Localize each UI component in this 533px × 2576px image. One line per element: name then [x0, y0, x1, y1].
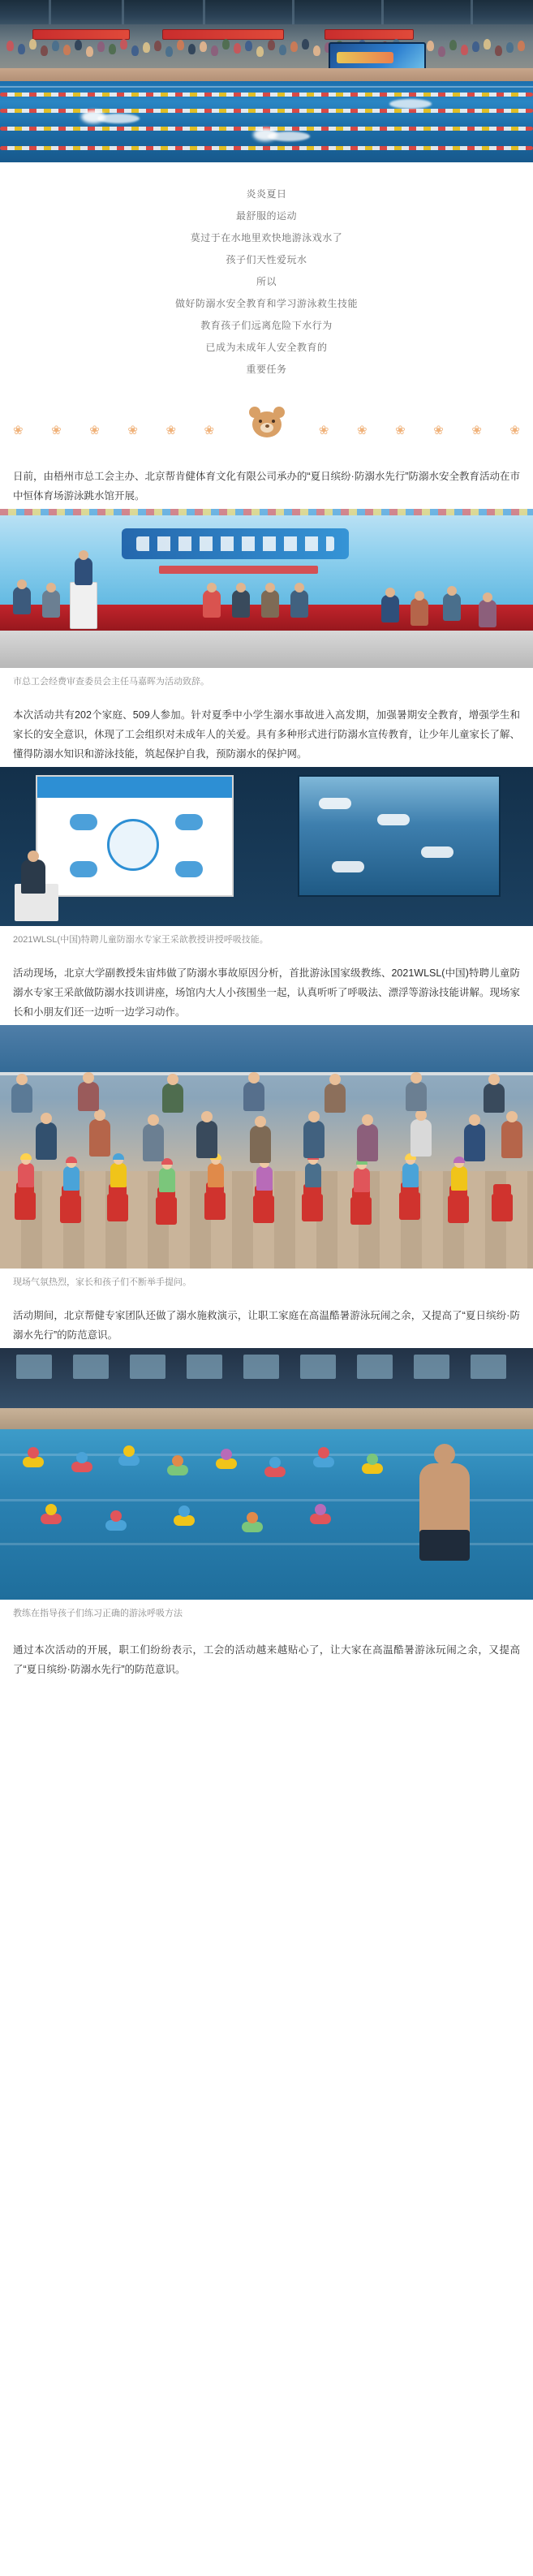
- seated-person: [232, 590, 250, 618]
- paw-icon: ❀: [356, 424, 368, 437]
- adult: [303, 1121, 325, 1158]
- adult: [484, 1083, 505, 1113]
- paw-icon: ❀: [395, 424, 406, 437]
- seated-person: [410, 598, 428, 626]
- paragraph-2: 本次活动共有202个家庭、509人参加。针对夏季中小学生溺水事故进入高发期，加强暑期安全教育，增强学生和家长的安全意识，休现了工会组织对未成年人的关爱。具有多种形式进行防溺水宣传教育，让少年儿童家长了解、懂得防溺水知识和游泳技能，筑起保护自我，预防溺水的保护网。: [13, 709, 521, 760]
- adult: [250, 1126, 271, 1163]
- child: [402, 1163, 419, 1187]
- poem-line: 已成为未成年人安全教育的: [205, 342, 328, 353]
- lecturer: [21, 859, 45, 894]
- paragraph-5: 通过本次活动的开展，职工们纷纷表示，工会的活动越来越贴心了，让大家在高温酷暑游泳玩闹之余，又提高了“夏日缤纷·防溺水先行”的防范意识。: [13, 1644, 520, 1675]
- hero-pool-competition-photo: [0, 0, 533, 162]
- photo-caption-1: 市总工会经费审查委员会主任马嘉晖为活动致辞。: [13, 677, 209, 687]
- poem-line: 做好防溺水安全教育和学习游泳救生技能: [174, 298, 358, 309]
- poem-line: 最舒服的运动: [235, 210, 297, 222]
- scoreboard-screen: [329, 42, 426, 71]
- child: [305, 1163, 321, 1187]
- paw-icon: ❀: [127, 424, 138, 437]
- paw-icon: ❀: [509, 424, 520, 437]
- seated-person: [290, 590, 308, 618]
- paw-icon: ❀: [13, 424, 24, 437]
- slide-video-panel: [298, 775, 501, 897]
- adult: [357, 1124, 378, 1161]
- conference-stage-photo: [0, 509, 533, 668]
- adult: [196, 1121, 217, 1158]
- presentation-slide: [36, 775, 234, 897]
- slide-diagram-center: [107, 819, 159, 871]
- lecture-slide-photo: [0, 767, 533, 926]
- backdrop-subtitle-art: [159, 566, 318, 574]
- seated-person: [203, 590, 221, 618]
- child: [208, 1163, 224, 1187]
- paragraph-4: 活动期间，北京帮健专家团队还做了溺水施救演示，让职工家庭在高温酷暑游泳玩闹之余，又提高了“夏日缤纷·防溺水先行”的防范意识。: [13, 1310, 520, 1341]
- paw-icon: ❀: [318, 424, 329, 437]
- poem-line: 教育孩子们远离危险下水行为: [200, 320, 333, 331]
- backdrop-title-art: [122, 528, 349, 559]
- coach: [419, 1463, 470, 1561]
- child: [63, 1166, 80, 1191]
- child: [256, 1166, 273, 1191]
- stage-floor: [0, 631, 533, 668]
- bear-icon: [247, 405, 286, 444]
- paragraph-1: 日前，由梧州市总工会主办、北京帮肯健体育文化有限公司承办的“夏日缤纷·防溺水先行”防溺水安全教育活动在市中恒体育场游泳跳水馆开展。: [13, 471, 520, 502]
- paw-icon: ❀: [204, 424, 215, 437]
- adult: [243, 1082, 264, 1111]
- adult: [162, 1083, 183, 1113]
- ceiling: [0, 0, 533, 28]
- seated-person: [443, 593, 461, 621]
- slide-header-bar: [37, 777, 232, 798]
- seated-person: [479, 600, 496, 627]
- photo-caption-3: 现场气氛热烈，家长和孩子们不断举手提问。: [13, 1277, 191, 1287]
- seated-person: [13, 587, 31, 614]
- poem-block: [0, 162, 533, 395]
- photo-caption-4: 教练在指导孩子们练习正确的游泳呼吸方法: [13, 1609, 183, 1618]
- poem-line: 炎炎夏日: [246, 188, 287, 200]
- adult: [11, 1083, 32, 1113]
- adult: [89, 1119, 110, 1157]
- seated-person: [381, 595, 399, 622]
- crowd: [0, 36, 533, 71]
- child: [18, 1163, 34, 1187]
- podium: [70, 582, 97, 629]
- paw-icon: ❀: [471, 424, 482, 437]
- bear-divider-ornament: [0, 398, 533, 450]
- child: [110, 1163, 127, 1187]
- photo-caption-2: 2021WLSL(中国)特聘儿童防溺水专家王采歆教授讲授呼吸技能。: [13, 935, 269, 945]
- adult: [410, 1119, 432, 1157]
- seated-person: [261, 590, 279, 618]
- pool-water: [0, 81, 533, 162]
- speaker-at-podium: [75, 558, 92, 585]
- paw-icon: ❀: [89, 424, 100, 437]
- adult: [501, 1121, 522, 1158]
- decor-flags: [0, 509, 533, 515]
- poem-line: 所以: [256, 276, 277, 287]
- adult: [78, 1082, 99, 1111]
- child: [354, 1168, 370, 1192]
- adult: [143, 1124, 164, 1161]
- railing: [0, 1072, 533, 1075]
- poem-line: 重要任务: [246, 364, 287, 375]
- child: [451, 1166, 467, 1191]
- seated-person: [42, 590, 60, 618]
- adult: [36, 1122, 57, 1160]
- poolside-audience-photo: [0, 1025, 533, 1269]
- paw-icon: ❀: [433, 424, 444, 437]
- paragraph-3: 活动现场，北京大学副教授朱宙炜做了防溺水事故原因分析，首批游泳国家级教练、2021WLSL(中国)特聘儿童防溺水专家王采歆做防溺水技训讲座，场馆内大人小孩围坐一起，认真听听了呼吸法、漂浮等游泳技能讲解。现场家长和小朋友们还一边听一边学习动作。: [13, 967, 521, 1018]
- adult: [325, 1083, 346, 1113]
- paw-icon: ❀: [165, 424, 177, 437]
- adult: [464, 1124, 485, 1161]
- adult: [406, 1082, 427, 1111]
- child: [159, 1168, 175, 1192]
- poem-line: 莫过于在水地里欢快地游泳戏水了: [190, 232, 343, 243]
- paw-icon: ❀: [51, 424, 62, 437]
- background-pool: [0, 1025, 533, 1074]
- in-water-training-photo: [0, 1348, 533, 1600]
- poem-line: 孩子们天性爱玩水: [226, 254, 307, 265]
